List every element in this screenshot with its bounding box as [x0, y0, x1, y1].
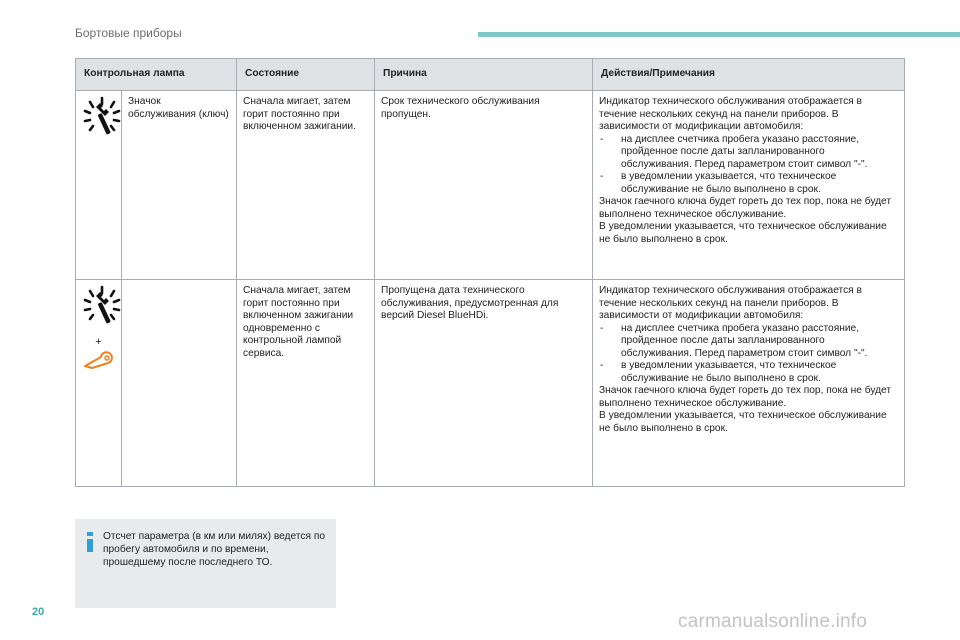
actions-intro: Индикатор технического обслуживания отображается в течение нескольких секунд на панели приборов. В зависимости от модификации автомобиля:: [599, 285, 862, 321]
actions-outro: Значок гаечного ключа будет гореть до тех пор, пока не будет выполнено техническое обслуживание.: [599, 196, 892, 220]
watermark: carmanualsonline.info: [678, 611, 868, 632]
lamp-cause: Срок технического обслуживания пропущен.: [375, 91, 593, 280]
table-header-row: [76, 59, 905, 91]
actions-outro: В уведомлении указывается, что техническое обслуживание не было выполнено в срок.: [599, 410, 887, 434]
lamp-actions: [593, 91, 905, 280]
list-item: - в уведомлении указывается, что техническое обслуживание не было выполнено в срок.: [599, 171, 898, 196]
header-accent-bar: [478, 32, 960, 37]
wrench-service-icon: [82, 319, 122, 330]
list-item: - в уведомлении указывается, что техническое обслуживание не было выполнено в срок.: [599, 360, 898, 385]
page-number: 20: [32, 606, 45, 618]
service-wrench-outline-icon: [82, 362, 116, 373]
section-title: Бортовые приборы: [75, 26, 182, 40]
actions-list: [599, 323, 898, 386]
actions-intro: Индикатор технического обслуживания отображается в течение нескольких секунд на панели приборов. В зависимости от модификации автомобиля:: [599, 96, 862, 132]
table-row: [76, 280, 905, 487]
list-item: - на дисплее счетчика пробега указано расстояние, пройденное после даты запланированного обслуживания. Перед параметром стоит символ "-".: [599, 323, 898, 361]
wrench-service-icon: [82, 130, 122, 141]
column-header-cause: Причина: [375, 59, 593, 91]
column-header-actions: Действия/Примечания: [593, 59, 905, 91]
actions-list: [599, 134, 898, 197]
lamp-name: Значок обслуживания (ключ): [122, 91, 237, 280]
lamp-state: Сначала мигает, затем горит постоянно при включенном зажигании.: [237, 91, 375, 280]
actions-outro: Значок гаечного ключа будет гореть до тех пор, пока не будет выполнено техническое обслуживание.: [599, 385, 892, 409]
list-item: - на дисплее счетчика пробега указано расстояние, пройденное после даты запланированного обслуживания. Перед параметром стоит символ "-".: [599, 134, 898, 172]
info-note: [75, 519, 336, 608]
column-header-lamp: Контрольная лампа: [76, 59, 237, 91]
plus-sign: +: [95, 335, 102, 348]
warning-lamps-table: [75, 58, 905, 487]
table-row: [76, 91, 905, 280]
column-header-state: Состояние: [237, 59, 375, 91]
lamp-actions: [593, 280, 905, 487]
info-note-text: Отсчет параметра (в км или милях) ведется по пробегу автомобиля и по времени, прошедшему после последнего ТО.: [103, 531, 325, 568]
lamp-name: [122, 280, 237, 487]
lamp-icon-cell: [76, 91, 122, 280]
actions-outro: В уведомлении указывается, что техническое обслуживание не было выполнено в срок.: [599, 221, 887, 245]
lamp-state: Сначала мигает, затем горит постоянно при включенном зажигании одновременно с контрольной лампой сервиса.: [237, 280, 375, 487]
info-icon: [83, 531, 97, 553]
lamp-icon-cell: [76, 280, 122, 487]
lamp-cause: Пропущена дата технического обслуживания, предусмотренная для версий Diesel BlueHDi.: [375, 280, 593, 487]
